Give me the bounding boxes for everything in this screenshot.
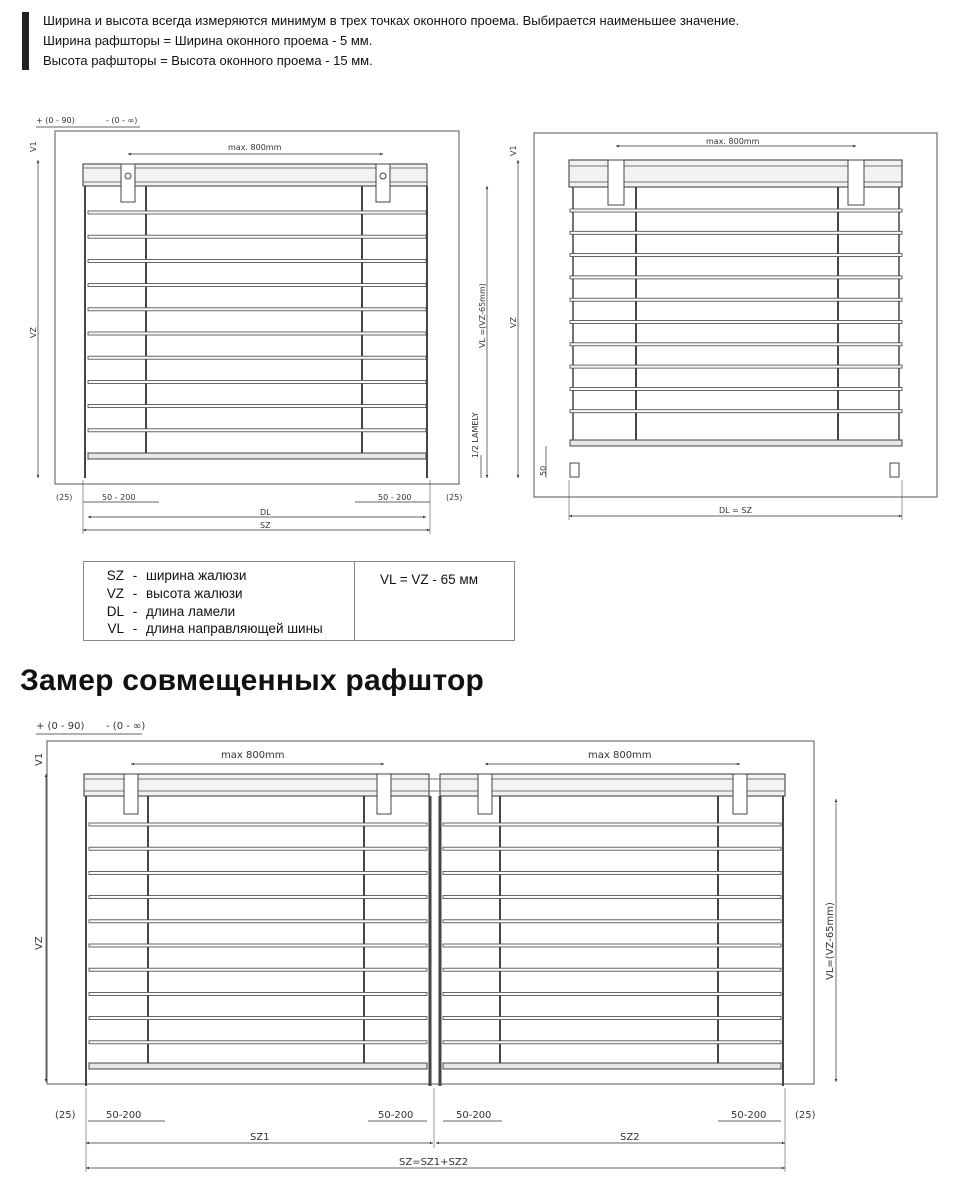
bracket-right-2 bbox=[848, 160, 864, 205]
intro-line-2: Ширина рафшторы = Ширина оконного проема - 5 мм. bbox=[43, 33, 373, 48]
v1-label-1: V1 bbox=[29, 141, 38, 152]
bottom-rail-1 bbox=[88, 453, 426, 459]
range-label-3-1: 50-200 bbox=[106, 1110, 142, 1121]
slat bbox=[88, 380, 426, 383]
slat bbox=[443, 896, 781, 899]
slat bbox=[443, 1041, 781, 1044]
diagram-1-single-blind bbox=[36, 127, 487, 534]
slat bbox=[443, 920, 781, 923]
height-50-label: 50 bbox=[539, 465, 548, 476]
legend-desc: длина ламели bbox=[146, 603, 236, 619]
diagram-2-front-view bbox=[518, 133, 937, 520]
range-label-3-3: 50-200 bbox=[456, 1110, 492, 1121]
legend-dash: - bbox=[132, 621, 138, 637]
tol-minus-label-1: - (0 - ∞) bbox=[106, 116, 138, 125]
dl-label-1: DL bbox=[260, 508, 271, 517]
legend-row-dl bbox=[98, 603, 323, 621]
slat bbox=[89, 1041, 427, 1044]
bracket-3-3 bbox=[478, 774, 492, 814]
weight-right-2 bbox=[890, 463, 899, 477]
slat bbox=[443, 968, 781, 971]
slat bbox=[570, 387, 902, 390]
legend-abbr: DL bbox=[106, 603, 124, 619]
legend-divider bbox=[354, 562, 355, 640]
slat bbox=[89, 968, 427, 971]
diagram-3-combined-blinds bbox=[36, 734, 836, 1172]
slat bbox=[88, 259, 426, 262]
max-width-label-1: max. 800mm bbox=[228, 143, 282, 152]
tol-minus-label-3: - (0 - ∞) bbox=[106, 721, 146, 732]
slat bbox=[443, 823, 781, 826]
vl-label-3: VL=(VZ-65mm) bbox=[825, 902, 836, 980]
offset-right-label-3: (25) bbox=[795, 1110, 816, 1121]
legend-table bbox=[83, 561, 515, 641]
bottom-rail-2 bbox=[570, 440, 902, 446]
slat bbox=[89, 896, 427, 899]
vz-label-1: VZ bbox=[29, 327, 38, 338]
slat bbox=[89, 871, 427, 874]
slat bbox=[89, 992, 427, 995]
bracket-right-1 bbox=[376, 164, 390, 202]
intro-line-1: Ширина и высота всегда измеряются минимум в трех точках оконного проема. Выбирается наименьшее значение. bbox=[43, 13, 740, 28]
bottom-rail-3b bbox=[443, 1063, 781, 1069]
slat bbox=[570, 410, 902, 413]
legend-desc: высота жалюзи bbox=[146, 585, 243, 601]
slat bbox=[570, 321, 902, 324]
v1-label-3: V1 bbox=[34, 752, 45, 766]
max-width-label-3b: max 800mm bbox=[588, 750, 652, 761]
offset-left-label-1: (25) bbox=[56, 493, 73, 502]
tol-plus-label-1: + (0 - 90) bbox=[36, 116, 75, 125]
slats-1 bbox=[88, 211, 426, 432]
sz-total-label: SZ=SZ1+SZ2 bbox=[399, 1157, 469, 1168]
legend-row-sz bbox=[98, 567, 323, 585]
vz-label-3: VZ bbox=[34, 936, 45, 950]
slat bbox=[443, 944, 781, 947]
range-left-label-1: 50 - 200 bbox=[102, 493, 136, 502]
v1-label-2: V1 bbox=[509, 145, 518, 156]
dl-sz-label: DL = SZ bbox=[719, 506, 752, 515]
slat bbox=[570, 298, 902, 301]
slat bbox=[443, 847, 781, 850]
slat bbox=[570, 231, 902, 234]
bottom-rail-3a bbox=[89, 1063, 427, 1069]
legend-dash: - bbox=[132, 568, 138, 583]
slat bbox=[570, 254, 902, 257]
legend-desc: длина направляющей шины bbox=[146, 621, 323, 637]
slat bbox=[443, 1017, 781, 1020]
weight-left-2 bbox=[570, 463, 579, 477]
offset-right-label-1: (25) bbox=[446, 493, 463, 502]
slat bbox=[89, 944, 427, 947]
slat bbox=[570, 343, 902, 346]
legend-rows bbox=[98, 567, 323, 638]
slat bbox=[89, 823, 427, 826]
slat bbox=[570, 276, 902, 279]
slat bbox=[88, 332, 426, 335]
max-width-label-2: max. 800mm bbox=[706, 137, 760, 146]
slat bbox=[88, 284, 426, 287]
slat bbox=[88, 429, 426, 432]
bracket-3-4 bbox=[733, 774, 747, 814]
bracket-3-1 bbox=[124, 774, 138, 814]
slat bbox=[88, 308, 426, 311]
intro-line-3: Высота рафшторы = Высота оконного проема - 15 мм. bbox=[43, 53, 373, 68]
bracket-left-2 bbox=[608, 160, 624, 205]
legend-abbr: SZ bbox=[106, 568, 124, 583]
slat bbox=[89, 847, 427, 850]
slat bbox=[570, 209, 902, 212]
offset-left-label-3: (25) bbox=[55, 1110, 76, 1121]
slats-2 bbox=[570, 209, 902, 413]
legend-abbr: VL bbox=[107, 621, 124, 637]
bracket-left-1 bbox=[121, 164, 135, 202]
slat bbox=[443, 992, 781, 995]
range-right-label-1: 50 - 200 bbox=[378, 493, 412, 502]
vz-label-2: VZ bbox=[509, 317, 518, 328]
legend-abbr: VZ bbox=[106, 585, 124, 601]
sz-label-1: SZ bbox=[260, 521, 271, 530]
slat bbox=[570, 365, 902, 368]
range-label-3-4: 50-200 bbox=[731, 1110, 767, 1121]
slat bbox=[88, 235, 426, 238]
legend-row-vl bbox=[98, 620, 323, 638]
half-lamely-label: 1/2 LAMELY bbox=[471, 412, 480, 458]
sz1-label: SZ1 bbox=[250, 1132, 270, 1143]
diagram-2-labels bbox=[509, 137, 760, 515]
section-title: Замер совмещенных рафштор bbox=[20, 664, 485, 697]
slat bbox=[89, 920, 427, 923]
max-width-label-3a: max 800mm bbox=[221, 750, 285, 761]
bracket-3-2 bbox=[377, 774, 391, 814]
legend-dash: - bbox=[132, 603, 138, 619]
legend-row-vz bbox=[98, 585, 323, 603]
slats-3 bbox=[89, 823, 781, 1044]
legend-desc: ширина жалюзи bbox=[146, 568, 247, 583]
slat bbox=[88, 405, 426, 408]
sz2-label: SZ2 bbox=[620, 1132, 640, 1143]
slat bbox=[443, 871, 781, 874]
tol-plus-label-3: + (0 - 90) bbox=[36, 721, 85, 732]
slat bbox=[89, 1017, 427, 1020]
legend-formula: VL = VZ - 65 мм bbox=[380, 572, 478, 587]
legend-dash: - bbox=[132, 585, 138, 601]
range-label-3-2: 50-200 bbox=[378, 1110, 414, 1121]
slat bbox=[88, 211, 426, 214]
slat bbox=[88, 356, 426, 359]
vl-label-1: VL =(VZ-65mm) bbox=[478, 283, 487, 348]
